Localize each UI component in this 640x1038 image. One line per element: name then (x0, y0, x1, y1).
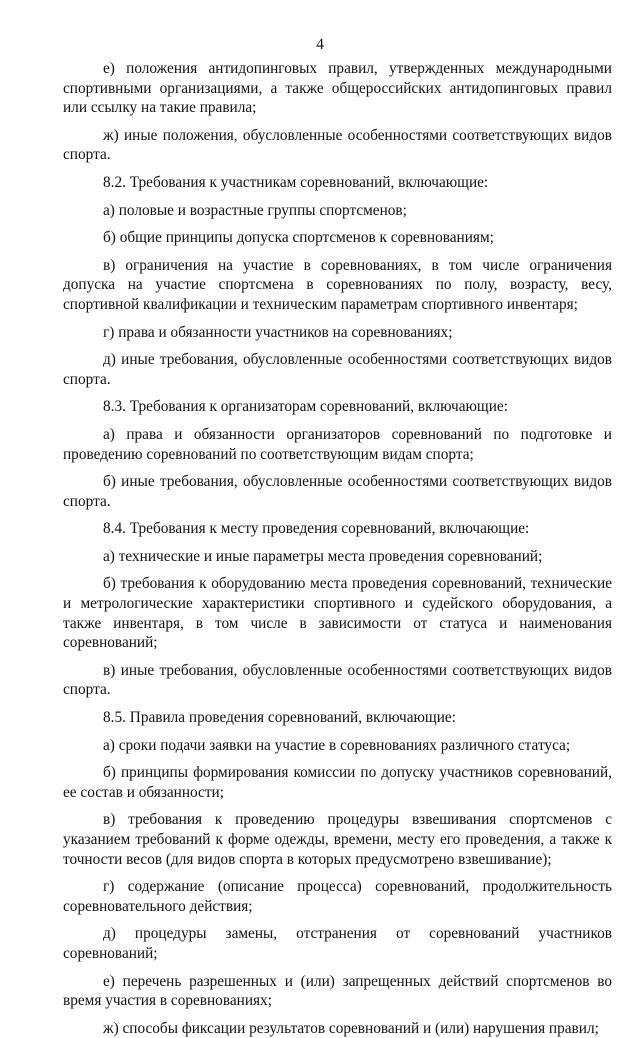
paragraph: в) требования к проведению процедуры взвешивания спортсменов с указанием требований к форме одежды, времени, месту его проведения, а также к точности весов (для видов спорта в которых предусмотрено взвешивание); (63, 811, 612, 868)
paragraph: г) права и обязанности участников на соревнованиях; (103, 323, 453, 341)
paragraph: ж) способы фиксации результатов соревнований и (или) нарушения правил; (103, 1019, 599, 1037)
paragraph: б) принципы формирования комиссии по допуску участников соревнований, ее состав и обязанности; (63, 764, 612, 801)
paragraph: е) положения антидопинговых правил, утвержденных международными спортивными организациями, а также общероссийских антидопинговых правил или ссылку на такие правила; (63, 60, 612, 117)
page-number: 4 (316, 36, 324, 53)
paragraph: а) половые и возрастные группы спортсменов; (103, 201, 407, 219)
section-heading: 8.4. Требования к месту проведения соревнований, включающие: (103, 520, 530, 538)
paragraph: в) ограничения на участие в соревнованиях, в том числе ограничения допуска на участие спортсмена в соревнованиях по полу, возрасту, весу, спортивной квалификации и техническим параметрам спортивного инвентаря; (63, 256, 612, 313)
paragraph: в) иные требования, обусловленные особенностями соответствующих видов спорта. (63, 661, 612, 699)
document-body (63, 59, 612, 1038)
section-heading: 8.2. Требования к участникам соревнований, включающие: (103, 173, 489, 191)
paragraph: б) требования к оборудованию места проведения соревнований, технические и метрологические характеристики спортивного и судейского оборудования, а также инвентаря, в том числе в зависимости от статуса и наименования соревнований; (63, 575, 612, 652)
paragraph: г) содержание (описание процесса) соревнований, продолжительность соревновательного действия; (63, 878, 612, 915)
paragraph: ж) иные положения, обусловленные особенностями соответствующих видов спорта. (63, 126, 612, 164)
paragraph: д) процедуры замены, отстранения от соревнований участников соревнований; (63, 925, 612, 962)
section-heading: 8.3. Требования к организаторам соревнований, включающие: (103, 398, 508, 416)
paragraph: б) иные требования, обусловленные особенностями соответствующих видов спорта. (63, 473, 612, 510)
paragraph: а) технические и иные параметры места проведения соревнований; (103, 547, 543, 565)
paragraph: а) права и обязанности организаторов соревнований по подготовке и проведению соревнований по соответствующим видам спорта; (63, 425, 612, 463)
paragraph: д) иные требования, обусловленные особенностями соответствующих видов спорта. (63, 351, 612, 388)
paragraph: б) общие принципы допуска спортсменов к соревнованиям; (103, 229, 494, 247)
paragraph: е) перечень разрешенных и (или) запрещенных действий спортсменов во время участия в соревнованиях; (63, 972, 612, 1010)
paragraph: а) сроки подачи заявки на участие в соревнованиях различного статуса; (103, 736, 571, 754)
section-heading: 8.5. Правила проведения соревнований, включающие: (103, 709, 456, 727)
